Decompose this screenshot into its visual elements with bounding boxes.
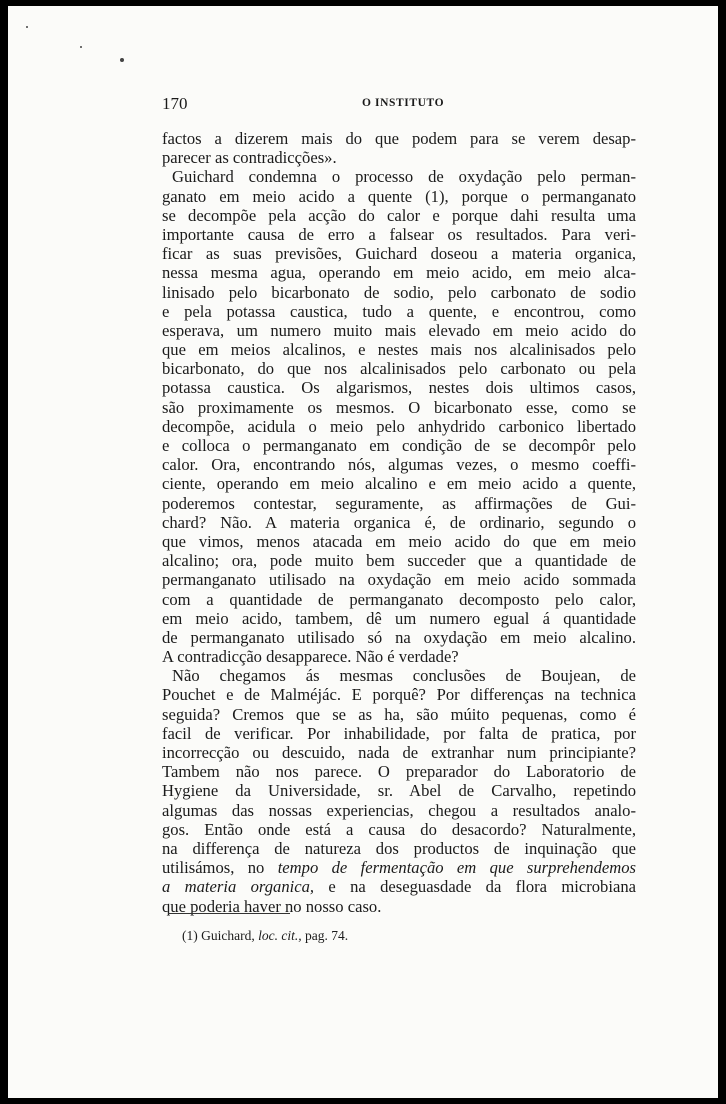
text-line: facil de verificar. Por inhabilidade, por falta de pratica, por	[162, 723, 636, 743]
text-line: na differença de natureza dos productos de inquinação que	[162, 838, 636, 858]
text-line: ciente, operando em meio alcalino e em meio acido a quente,	[162, 474, 636, 494]
text-line: de permanganato utilisado só na oxydação em meio alcalino.	[162, 627, 636, 647]
text-line: calor. Ora, encontrando nós, algumas vezes, o mesmo coeffi-	[162, 455, 636, 475]
print-speck	[120, 58, 124, 62]
text-line: importante causa de erro a falsear os resultados. Para veri-	[162, 224, 636, 244]
text-line: Guichard condemna o processo de oxydação pelo perman-	[172, 167, 636, 187]
text-line: poderemos contestar, seguramente, as affirmações de Gui-	[162, 493, 636, 513]
text-line: algumas das nossas experiencias, chegou a resultados analo-	[162, 800, 636, 820]
text-line: alcalino; ora, pode muito bem succeder que a quantidade de	[162, 551, 636, 571]
italic-phrase: tempo de fermentação em que surprehendemos	[277, 858, 636, 878]
text-line: nessa mesma agua, operando em meio acido, em meio alca-	[162, 263, 636, 283]
text-line: Não chegamos ás mesmas conclusões de Boujean, de	[172, 666, 636, 686]
italic-phrase: a materia organica,	[162, 877, 315, 897]
footnote-rule	[168, 913, 290, 914]
text-line: parecer as contradicções».	[162, 148, 337, 168]
text-line: factos a dizerem mais do que podem para se verem desap-	[162, 129, 636, 148]
text-line: gos. Então onde está a causa do desacordo? Naturalmente,	[162, 819, 636, 839]
text-line: a materia organica, e na deseguasdade da flora microbiana	[162, 877, 636, 897]
body-text	[162, 129, 636, 916]
text-line: esperava, um numero muito mais elevado em meio acido do	[162, 320, 636, 340]
text-line: são proximamente os mesmos. O bicarbonato esse, como se	[162, 397, 636, 417]
footnote-page-ref: pag. 74.	[304, 928, 349, 943]
text-line: chard? Não. A materia organica é, de ordinario, segundo o	[162, 512, 636, 532]
running-head: O INSTITUTO	[362, 97, 445, 109]
text-line: em meio acido, tambem, dê um numero egual á quantidade	[162, 608, 636, 628]
text-line: que poderia haver no nosso caso.	[162, 896, 382, 916]
footnote-citation: loc. cit.,	[258, 928, 302, 943]
page-header	[162, 94, 642, 116]
text-line: com a quantidade de permanganato decomposto pelo calor,	[162, 589, 636, 609]
text-line: potassa caustica. Os algarismos, nestes dois ultimos casos,	[162, 378, 636, 398]
text-line: decompõe, acidula o meio pelo anhydrido carbonico libertado	[162, 416, 636, 436]
text-line: Pouchet e de Malméjác. E porquê? Por differenças na technica	[162, 685, 636, 705]
text-line: ganato em meio acido a quente (1), porque o permanganato	[162, 186, 636, 206]
text-line: Tambem não nos parece. O preparador do Laboratorio de	[162, 762, 636, 782]
text-line: bicarbonato, do que nos alcalinisados pelo carbonato ou pela	[162, 359, 636, 379]
text-line: utilisámos, no tempo de fermentação em que surprehendemos	[162, 858, 636, 878]
text-line: seguida? Cremos que se as ha, são múito pequenas, como é	[162, 704, 636, 724]
text-line: A contradicção desapparece. Não é verdade?	[162, 647, 459, 667]
page-number: 170	[162, 94, 188, 113]
text-line: ficar as suas previsões, Guichard doseou a materia organica,	[162, 244, 636, 264]
text-line: incorrecção ou descuido, nada de extranhar num principiante?	[162, 743, 636, 762]
footnote-author: Guichard,	[201, 928, 255, 943]
footnote	[182, 928, 348, 944]
print-speck	[80, 46, 82, 48]
print-speck	[26, 26, 28, 28]
document-page	[8, 6, 718, 1098]
text-line: que em meios alcalinos, e nestes mais nos alcalinisados pelo	[162, 340, 636, 360]
text-line: que vimos, menos atacada em meio acido do que em meio	[162, 531, 636, 551]
text-line: linisado pelo bicarbonato de sodio, pelo carbonato de sodio	[162, 282, 636, 302]
text-line: e colloca o permanganato em condição de se decompôr pelo	[162, 436, 636, 455]
text-line: Hygiene da Universidade, sr. Abel de Carvalho, repetindo	[162, 781, 636, 801]
text-line: se decompõe pela acção do calor e porque dahi resulta uma	[162, 205, 636, 225]
text-line: permanganato utilisado na oxydação em meio acido sommada	[162, 570, 636, 590]
footnote-marker: (1)	[182, 928, 198, 943]
text-line: e pela potassa caustica, tudo a quente, e encontrou, como	[162, 301, 636, 321]
